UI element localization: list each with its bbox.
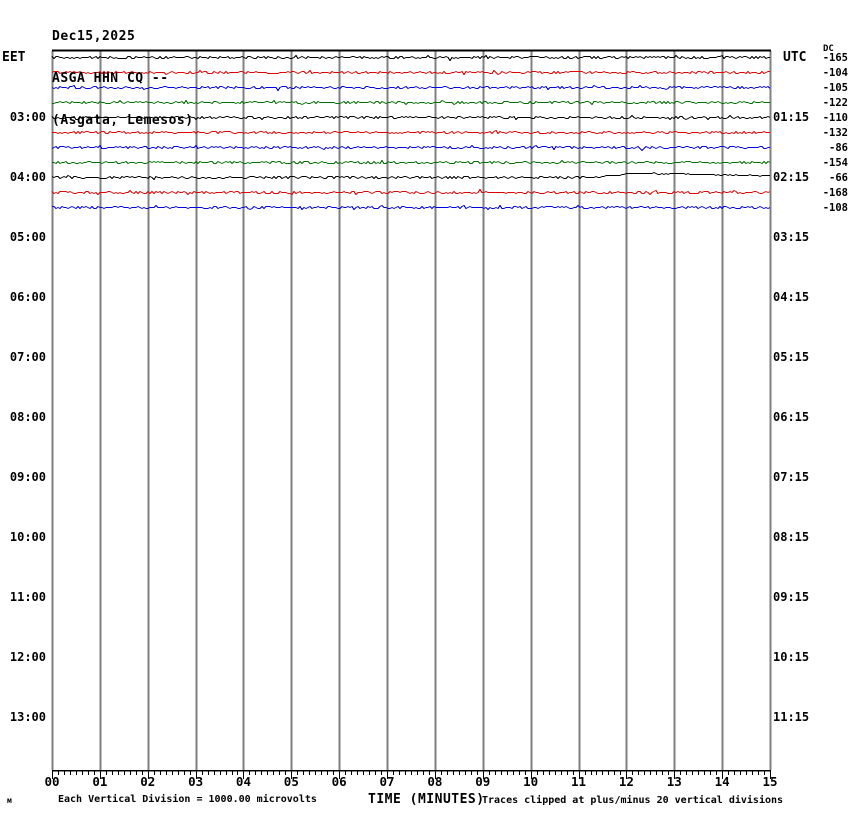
seismo-trace-black bbox=[52, 173, 770, 180]
eet-hour-label: 09:00 bbox=[9, 470, 46, 484]
dc-offset-label: -86 bbox=[829, 142, 848, 154]
left-axis-title: EET bbox=[2, 50, 26, 65]
utc-hour-label: 10:15 bbox=[773, 650, 810, 664]
utc-hour-label: 02:15 bbox=[773, 170, 810, 184]
dc-offset-label: -168 bbox=[822, 187, 848, 199]
utc-hour-label: 01:15 bbox=[773, 110, 810, 124]
minute-tick-label: 10 bbox=[523, 774, 539, 789]
seismo-trace-green bbox=[52, 161, 770, 164]
eet-hour-label: 04:00 bbox=[9, 170, 46, 184]
dc-offset-label: -66 bbox=[829, 172, 848, 184]
eet-hour-label: 13:00 bbox=[9, 710, 46, 724]
eet-hour-label: 06:00 bbox=[9, 290, 46, 304]
title-date: Dec15,2025 bbox=[52, 29, 136, 44]
dc-column-header: DC bbox=[823, 44, 834, 54]
dc-offset-label: -122 bbox=[822, 97, 848, 109]
utc-hour-label: 08:15 bbox=[773, 530, 810, 544]
minute-tick-label: 09 bbox=[475, 774, 491, 789]
utc-hour-label: 05:15 bbox=[773, 350, 810, 364]
utc-hour-label: 03:15 bbox=[773, 230, 810, 244]
plot-title-block bbox=[52, 2, 194, 156]
eet-hour-label: 07:00 bbox=[9, 350, 46, 364]
dc-offset-label: -110 bbox=[822, 112, 848, 124]
minute-tick-label: 01 bbox=[92, 774, 108, 789]
dc-offset-label: -154 bbox=[822, 157, 848, 169]
minute-tick-label: 14 bbox=[714, 774, 730, 789]
minute-tick-label: 03 bbox=[188, 774, 204, 789]
minute-tick-label: 04 bbox=[235, 774, 251, 789]
right-axis-title: UTC bbox=[783, 50, 807, 65]
vertical-division-note: Each Vertical Division = 1000.00 microvolts bbox=[58, 794, 317, 805]
minute-tick-label: 06 bbox=[331, 774, 347, 789]
seismo-trace-red bbox=[52, 190, 770, 195]
minute-tick-label: 02 bbox=[140, 774, 156, 789]
clip-note: Traces clipped at plus/minus 20 vertical divisions bbox=[482, 795, 784, 806]
utc-hour-label: 09:15 bbox=[773, 590, 810, 604]
minute-tick-label: 00 bbox=[44, 774, 60, 789]
minute-tick-label: 08 bbox=[427, 774, 443, 789]
eet-hour-label: 12:00 bbox=[9, 650, 46, 664]
dc-offset-label: -105 bbox=[822, 82, 848, 94]
dc-offset-label: -108 bbox=[822, 202, 848, 214]
dc-offset-label: -104 bbox=[822, 67, 848, 79]
utc-hour-label: 11:15 bbox=[773, 710, 810, 724]
minute-tick-label: 13 bbox=[666, 774, 682, 789]
eet-hour-label: 11:00 bbox=[9, 590, 46, 604]
minute-tick-label: 05 bbox=[283, 774, 299, 789]
eet-hour-label: 05:00 bbox=[9, 230, 46, 244]
eet-hour-label: 10:00 bbox=[9, 530, 46, 544]
minute-tick-label: 11 bbox=[571, 774, 587, 789]
title-location: (Asgata, Lemesos) bbox=[52, 113, 194, 128]
utc-hour-label: 06:15 bbox=[773, 410, 810, 424]
x-axis-title: TIME (MINUTES) bbox=[368, 792, 485, 807]
utc-hour-label: 04:15 bbox=[773, 290, 810, 304]
dc-offset-label: -132 bbox=[822, 127, 848, 139]
title-station: ASGA HHN CQ -- bbox=[52, 71, 169, 86]
eet-hour-label: 08:00 bbox=[9, 410, 46, 424]
dc-offset-label: -165 bbox=[822, 52, 848, 64]
corner-mark: м bbox=[7, 796, 12, 805]
minute-tick-label: 12 bbox=[618, 774, 634, 789]
minute-tick-label: 15 bbox=[762, 774, 778, 789]
minute-tick-label: 07 bbox=[379, 774, 395, 789]
seismo-trace-blue bbox=[52, 206, 770, 210]
eet-hour-label: 03:00 bbox=[9, 110, 46, 124]
utc-hour-label: 07:15 bbox=[773, 470, 810, 484]
